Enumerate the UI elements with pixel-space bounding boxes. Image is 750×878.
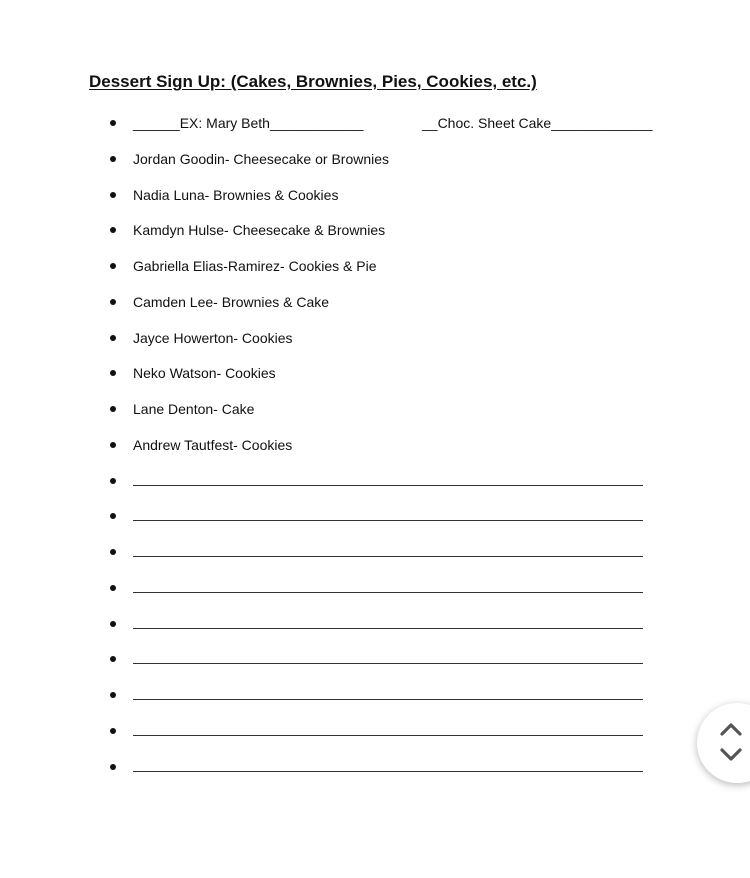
signup-entry: Gabriella Elias-Ramirez- Cookies & Pie	[133, 258, 377, 274]
bullet-icon	[110, 192, 116, 198]
bullet-icon	[110, 156, 116, 162]
blank-list-item	[0, 715, 750, 751]
page-title: Dessert Sign Up: (Cakes, Brownies, Pies, Cookies, etc.)	[89, 72, 537, 91]
bullet-icon	[110, 549, 116, 555]
list-item	[0, 143, 750, 179]
blank-list-item	[0, 465, 750, 501]
signup-entry: Andrew Tautfest- Cookies	[133, 436, 293, 453]
list-item	[0, 214, 750, 250]
bullet-icon	[110, 585, 116, 591]
blank-signup-line	[133, 592, 643, 593]
bullet-icon	[110, 406, 116, 412]
signup-entry: Kamdyn Hulse- Cheesecake & Brownies	[133, 222, 386, 239]
list-item	[0, 250, 750, 286]
blank-list-item	[0, 572, 750, 608]
list-item	[0, 393, 750, 429]
bullet-icon	[110, 692, 116, 698]
signup-entry: Jayce Howerton- Cookies	[133, 329, 293, 346]
list-item	[0, 179, 750, 215]
list-item	[0, 429, 750, 465]
bullet-icon	[110, 728, 116, 734]
bullet-icon	[110, 442, 116, 448]
signup-entry: Lane Denton- Cake	[133, 401, 255, 417]
bullet-icon	[110, 764, 116, 770]
blank-signup-line	[133, 628, 643, 629]
chevron-up-icon[interactable]	[719, 721, 743, 737]
blank-signup-line	[133, 485, 643, 486]
bullet-icon	[110, 227, 116, 233]
example-list-item	[0, 107, 750, 143]
blank-list-item	[0, 643, 750, 679]
list-item	[0, 286, 750, 322]
blank-signup-line	[133, 699, 643, 700]
chevron-down-icon[interactable]	[719, 747, 743, 763]
bullet-icon	[110, 656, 116, 662]
bullet-icon	[110, 299, 116, 305]
example-dessert: __Choc. Sheet Cake_____________	[422, 115, 653, 131]
blank-list-item	[0, 679, 750, 715]
blank-signup-line	[133, 771, 643, 772]
signup-entry: Jordan Goodin- Cheesecake or Brownies	[133, 150, 390, 167]
bullet-icon	[110, 370, 116, 376]
list-item	[0, 322, 750, 358]
signup-entry: Camden Lee- Brownies & Cake	[133, 293, 330, 310]
blank-list-item	[0, 500, 750, 536]
blank-list-item	[0, 608, 750, 644]
bullet-icon	[110, 513, 116, 519]
signup-entry: Neko Watson- Cookies	[133, 365, 276, 382]
blank-signup-line	[133, 556, 643, 557]
blank-signup-line	[133, 520, 643, 521]
signup-list	[0, 107, 750, 786]
blank-signup-line	[133, 735, 643, 736]
bullet-icon	[110, 621, 116, 627]
signup-entry: Nadia Luna- Brownies & Cookies	[133, 186, 339, 203]
bullet-icon	[110, 335, 116, 341]
blank-signup-line	[133, 663, 643, 664]
bullet-icon	[110, 478, 116, 484]
blank-list-item	[0, 536, 750, 572]
blank-list-item	[0, 751, 750, 787]
bullet-icon	[110, 120, 116, 126]
bullet-icon	[110, 263, 116, 269]
example-name: ______EX: Mary Beth____________	[133, 115, 364, 131]
list-item	[0, 357, 750, 393]
